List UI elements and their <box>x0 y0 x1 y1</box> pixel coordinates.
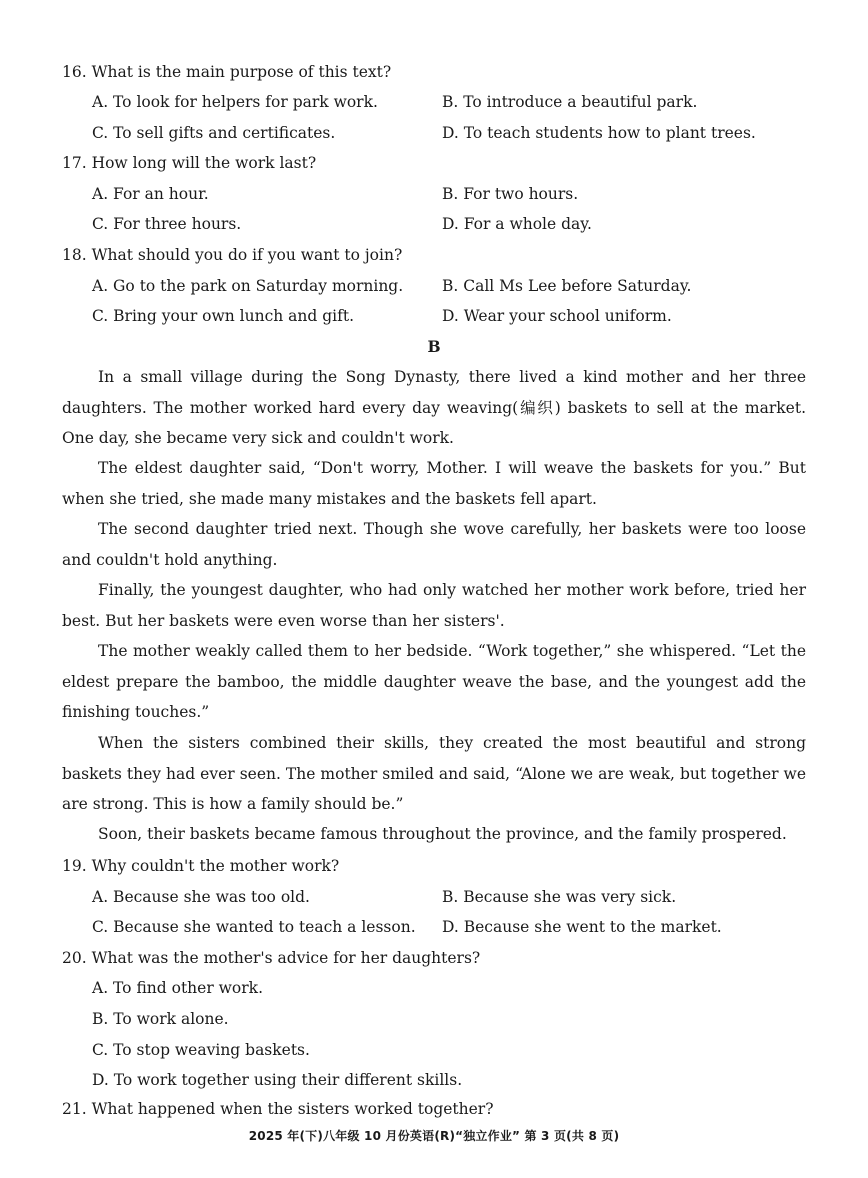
passage-paragraph-3 <box>62 514 806 575</box>
passage-paragraph-6 <box>62 728 806 820</box>
question-19-option-b: B. Because she was very sick. <box>442 888 677 906</box>
question-17-option-d: D. For a whole day. <box>442 215 592 233</box>
question-19-option-a: A. Because she was too old. <box>92 888 310 906</box>
question-18-option-c: C. Bring your own lunch and gift. <box>92 307 355 325</box>
question-20-option-c: C. To stop weaving baskets. <box>92 1041 310 1059</box>
question-18-option-d: D. Wear your school uniform. <box>442 307 672 325</box>
question-17-option-b: B. For two hours. <box>442 185 579 203</box>
question-20-option-d: D. To work together using their different skills. <box>92 1071 463 1089</box>
paragraph-text: When the sisters combined their skills, they created the most beautiful and strong baskets they had ever seen. The mother smiled and said, “Alone we are weak, but together we are strong. This is how a family should be.” <box>62 734 806 813</box>
question-20-option-b: B. To work alone. <box>92 1010 229 1028</box>
question-17-option-a: A. For an hour. <box>92 185 209 203</box>
question-16-option-c: C. To sell gifts and certificates. <box>92 124 336 142</box>
passage-paragraph-7 <box>62 819 806 850</box>
question-19-option-c: C. Because she wanted to teach a lesson. <box>92 918 416 936</box>
paragraph-text: In a small village during the Song Dynasty, there lived a kind mother and her three daughters. The mother worked hard every day weaving(编织) baskets to sell at the market. One day, she became very sick and couldn't work. <box>62 368 806 447</box>
paragraph-text: The eldest daughter said, “Don't worry, Mother. I will weave the baskets for you.” But when she tried, she made many mistakes and the baskets fell apart. <box>62 459 806 508</box>
passage-paragraph-1 <box>62 362 806 454</box>
question-21-stem: 21. What happened when the sisters worked together? <box>62 1100 494 1118</box>
question-16-option-b: B. To introduce a beautiful park. <box>442 93 698 111</box>
question-18-stem: 18. What should you do if you want to join? <box>62 246 403 264</box>
passage-paragraph-5 <box>62 636 806 728</box>
paragraph-text: The second daughter tried next. Though she wove carefully, her baskets were too loose and couldn't hold anything. <box>62 520 806 569</box>
paragraph-text: Soon, their baskets became famous throughout the province, and the family prospered. <box>98 825 787 843</box>
question-17-stem: 17. How long will the work last? <box>62 154 317 172</box>
paragraph-text: Finally, the youngest daughter, who had only watched her mother work before, tried her best. But her baskets were even worse than her sisters'. <box>62 581 806 630</box>
question-20-stem: 20. What was the mother's advice for her daughters? <box>62 949 481 967</box>
question-16-option-d: D. To teach students how to plant trees. <box>442 124 756 142</box>
question-16-stem: 16. What is the main purpose of this text? <box>62 63 392 81</box>
paragraph-text: The mother weakly called them to her bedside. “Work together,” she whispered. “Let the eldest prepare the bamboo, the middle daughter weave the base, and the youngest add the finishing touches.” <box>62 642 806 721</box>
question-19-stem: 19. Why couldn't the mother work? <box>62 857 340 875</box>
passage-paragraph-4 <box>62 575 806 636</box>
question-17-option-c: C. For three hours. <box>92 215 242 233</box>
page-footer: 2025 年(下)八年级 10 月份英语(R)“独立作业” 第 3 页(共 8 页) <box>248 1129 620 1143</box>
question-16-option-a: A. To look for helpers for park work. <box>92 93 378 111</box>
passage-paragraph-2 <box>62 453 806 514</box>
question-19-option-d: D. Because she went to the market. <box>442 918 722 936</box>
question-18-option-b: B. Call Ms Lee before Saturday. <box>442 277 692 295</box>
question-18-option-a: A. Go to the park on Saturday morning. <box>92 277 404 295</box>
question-20-option-a: A. To find other work. <box>92 979 263 997</box>
section-heading: B <box>427 337 441 356</box>
